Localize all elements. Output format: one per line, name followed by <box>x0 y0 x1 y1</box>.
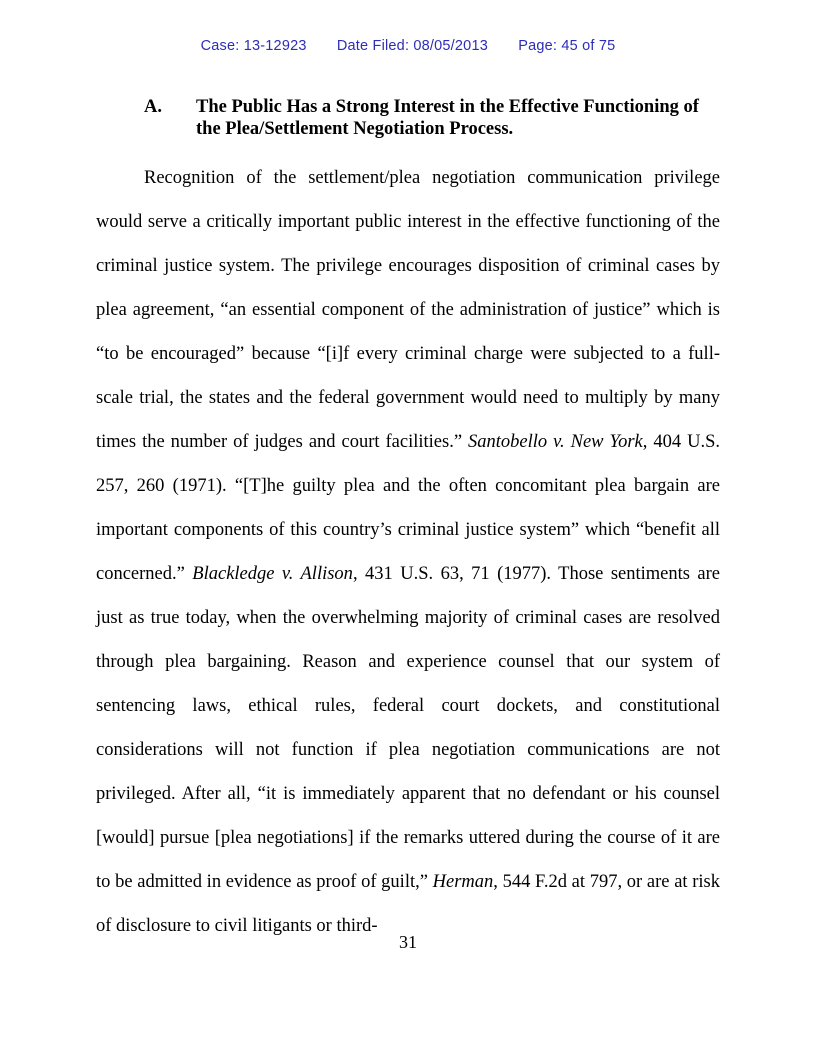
court-stamp-header <box>0 38 816 54</box>
section-letter: A. <box>144 97 162 117</box>
body-text-segment: , 544 F.2d at 797, or are at risk of disclosure to civil litigants or third- <box>96 872 720 936</box>
section-heading <box>144 96 724 140</box>
stamp-date-filed: Date Filed: 08/05/2013 <box>336 38 488 54</box>
case-citation-blackledge: Blackledge v. Allison <box>192 564 353 584</box>
stamp-case-number: Case: 13-12923 <box>200 38 307 54</box>
stamp-page-indicator: Page: 45 of 75 <box>518 38 616 54</box>
page-number: 31 <box>399 932 417 952</box>
case-citation-santobello: Santobello v. New York <box>468 432 643 452</box>
section-title: The Public Has a Strong Interest in the Effective Functioning of the Plea/Settlement Negotiation Process. <box>196 97 699 139</box>
body-text-segment: , 431 U.S. 63, 71 (1977). Those sentiments are just as true today, when the overwhelming majority of criminal cases are resolved through plea bargaining. Reason and experience counsel that our system of sentencing laws, ethical rules, federal court dockets, and constitutional considerations will not function if plea negotiation communications are not privileged. After all, “it is immediately apparent that no defendant or his counsel [would] pursue [plea negotiations] if the remarks uttered during the course of it are to be admitted in evidence as proof of guilt,” <box>96 564 720 892</box>
case-citation-herman: Herman <box>432 872 494 892</box>
body-paragraph <box>96 156 720 948</box>
body-text-segment: , 404 U.S. 257, 260 (1971). “[T]he guilty plea and the often concomitant plea bargain are important components of this country’s criminal justice system” which “benefit all concerned.” <box>96 432 720 584</box>
body-text-segment: Recognition of the settlement/plea negotiation communication privilege would serve a critically important public interest in the effective functioning of the criminal justice system. The privilege encourages disposition of criminal cases by plea agreement, “an essential component of the administration of justice” which is “to be encouraged” because “[i]f every criminal charge were subjected to a full-scale trial, the states and the federal government would need to multiply by many times the number of judges and court facilities.” <box>96 168 720 452</box>
